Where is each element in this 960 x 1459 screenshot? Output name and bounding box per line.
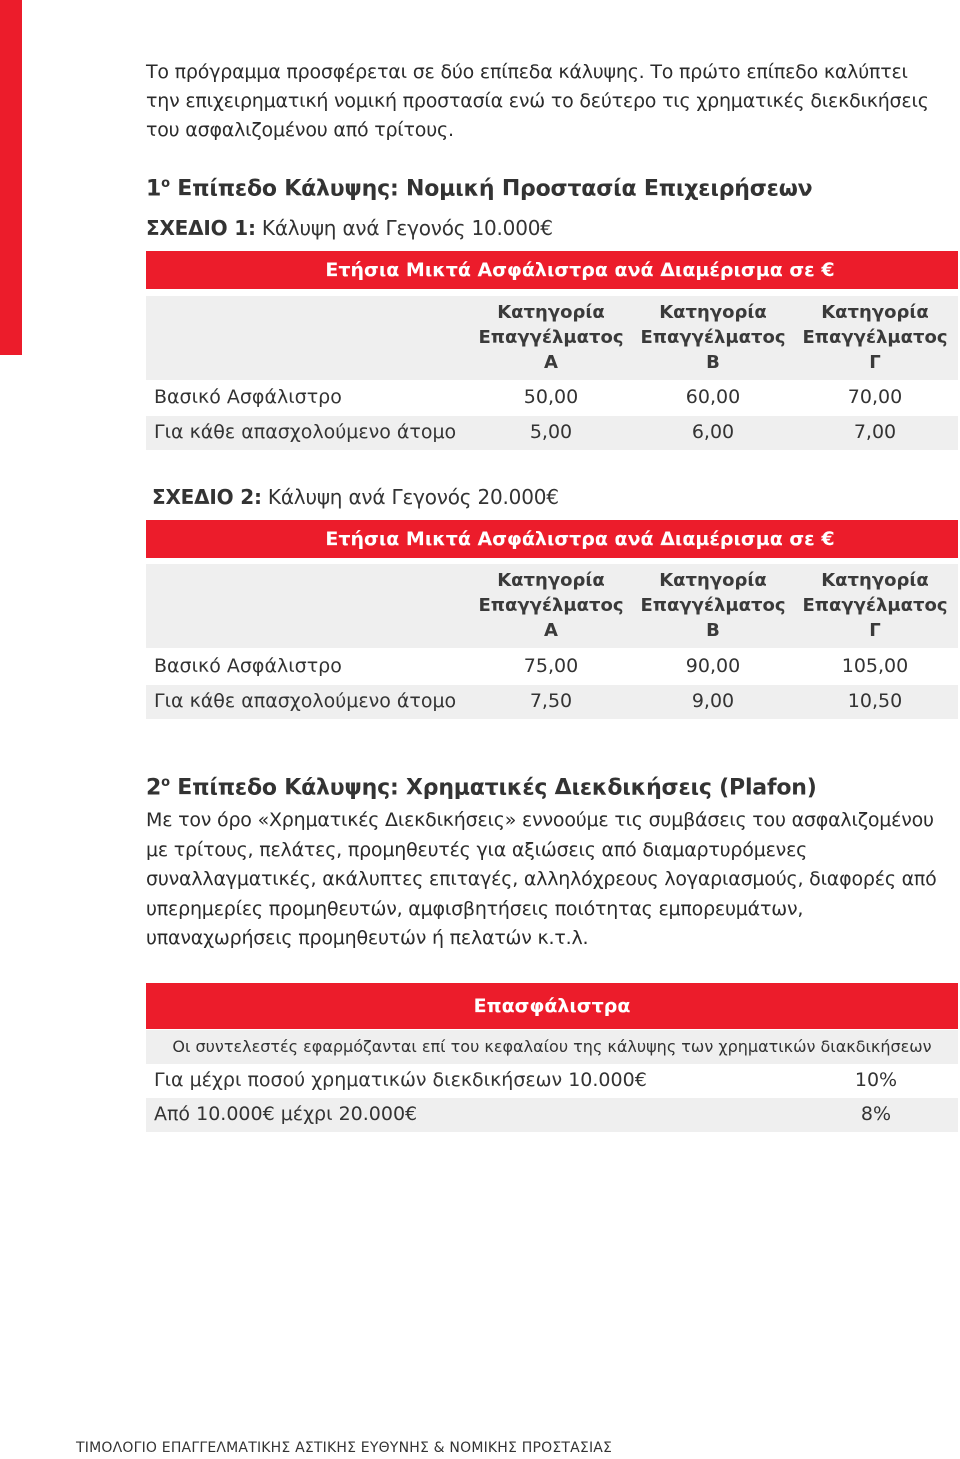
table-row: [146, 416, 958, 450]
row-label: Βασικό Ασφάλιστρο: [154, 655, 342, 677]
plan2-title: ΣΧΕΔΙΟ 2: Κάλυψη ανά Γεγονός 20.000€: [152, 485, 559, 509]
value-b: 90,00: [685, 655, 741, 677]
level2-description: Με τον όρο «Χρηματικές Διεκδικήσεις» εννοούμε τις συμβάσεις του ασφαλιζομένου με τρίτους, πελάτες, προμηθευτές για αξιώσεις από διαμαρτυρόμενες συναλλαγματικές, ακάλυπτες επιταγές, αλληλόχρεους λογαριασμούς, διαφορές από υπερημερίες προμηθευτών, αμφισβητήσεις ποιότητας εμπορευμάτων, υπαναχωρήσεις προμηθευτών ή πελατών κ.τ.λ.: [146, 809, 937, 949]
value-c: 7,00: [853, 421, 897, 443]
surcharge-note: Οι συντελεστές εφαρμόζανται επί του κεφαλαίου της κάλυψης των χρηματικών διακδικήσεων: [146, 1030, 958, 1064]
plan1-category-header: [146, 296, 958, 380]
plan2-table-header: Ετήσια Μικτά Ασφάλιστρα ανά Διαμέρισμα σε €: [146, 520, 958, 558]
surcharge-header: Επασφάλιστρα: [146, 983, 958, 1029]
category-b: Κατηγορία Επαγγέλματος Β: [640, 570, 786, 641]
value-a: 7,50: [529, 690, 573, 712]
table-row: [146, 650, 958, 684]
value-b: 9,00: [691, 690, 735, 712]
table-row: [146, 1098, 958, 1132]
table-row: [146, 685, 958, 719]
category-c: Κατηγορία Επαγγέλματος Γ: [802, 570, 948, 641]
rate-value: 8%: [860, 1103, 892, 1125]
intro-paragraph: Το πρόγραμμα προσφέρεται σε δύο επίπεδα κάλυψης. Το πρώτο επίπεδο καλύπτει την επιχειρηματική νομική προστασία ενώ το δεύτερο τις χρηματικές διεκδικήσεις του ασφαλιζομένου από τρίτους.: [146, 61, 929, 141]
rate-label: Για μέχρι ποσού χρηματικών διεκδικήσεων 10.000€: [154, 1069, 647, 1091]
row-label: Για κάθε απασχολούμενο άτομο: [154, 690, 457, 712]
row-label: Βασικό Ασφάλιστρο: [154, 386, 342, 408]
left-accent-bar: [0, 0, 22, 355]
row-label: Για κάθε απασχολούμενο άτομο: [154, 421, 457, 443]
value-b: 60,00: [685, 386, 741, 408]
category-c: Κατηγορία Επαγγέλματος Γ: [802, 302, 948, 373]
table-row: [146, 381, 958, 415]
value-c: 105,00: [841, 655, 909, 677]
value-c: 10,50: [847, 690, 903, 712]
value-a: 5,00: [529, 421, 573, 443]
plan1-title: ΣΧΕΔΙΟ 1: Κάλυψη ανά Γεγονός 10.000€: [146, 216, 553, 240]
category-a: Κατηγορία Επαγγέλματος Α: [478, 570, 624, 641]
plan2-category-header: [146, 564, 958, 648]
category-b: Κατηγορία Επαγγέλματος Β: [640, 302, 786, 373]
page-footer: ΤΙΜΟΛΟΓΙΟ ΕΠΑΓΓΕΛΜΑΤΙΚΗΣ ΑΣΤΙΚΗΣ ΕΥΘΥΝΗΣ & ΝΟΜΙΚΗΣ ΠΡΟΣΤΑΣΙΑΣ: [76, 1440, 613, 1456]
table-row: [146, 1064, 958, 1098]
value-a: 50,00: [523, 386, 579, 408]
level1-heading: $1^o$ Επίπεδο Κάλυψης: Νομική Προστασία Επιχειρήσεων: [146, 176, 813, 202]
value-a: 75,00: [523, 655, 579, 677]
value-b: 6,00: [691, 421, 735, 443]
rate-value: 10%: [854, 1069, 898, 1091]
value-c: 70,00: [847, 386, 903, 408]
rate-label: Από 10.000€ μέχρι 20.000€: [154, 1103, 418, 1125]
level2-heading: $2^o$ Επίπεδο Κάλυψης: Χρηματικές Διεκδικήσεις (Plafon): [146, 775, 817, 801]
plan1-table-header: Ετήσια Μικτά Ασφάλιστρα ανά Διαμέρισμα σε €: [146, 251, 958, 289]
category-a: Κατηγορία Επαγγέλματος Α: [478, 302, 624, 373]
